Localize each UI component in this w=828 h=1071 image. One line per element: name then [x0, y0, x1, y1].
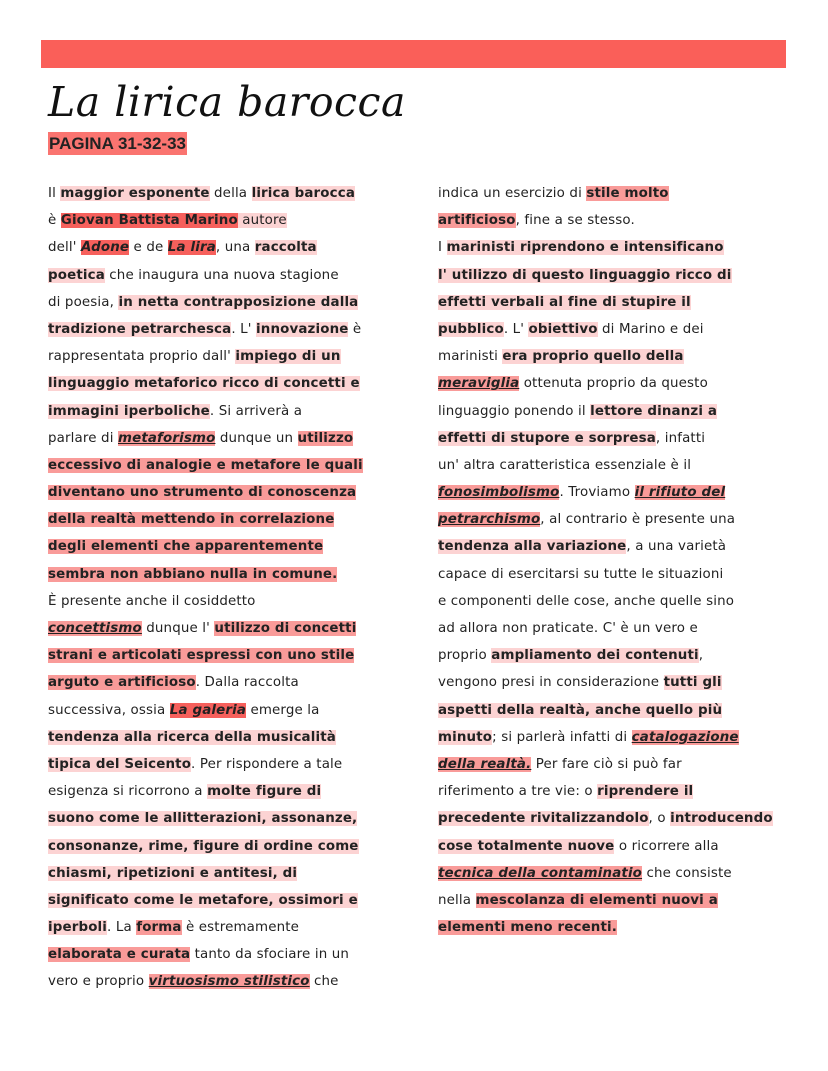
text-line [438, 398, 784, 425]
text-line [48, 234, 386, 261]
highlighted-text: consonanze, rime, figure di ordine come [48, 838, 359, 854]
text-line [438, 724, 784, 751]
text-line [48, 941, 386, 968]
highlighted-text: in netta contrapposizione dalla [118, 294, 359, 310]
text-segment: un' altra caratteristica essenziale è il [438, 457, 692, 473]
highlighted-text: era proprio quello della [502, 349, 684, 365]
highlighted-text: ampliamento dei contenuti [491, 648, 699, 664]
text-segment: vero e proprio [48, 974, 149, 990]
text-line [48, 968, 386, 995]
text-segment: Per fare ciò si può far [531, 756, 682, 772]
text-line [438, 697, 784, 724]
text-segment: di Marino e dei [597, 321, 704, 337]
text-segment: , infatti [655, 430, 706, 446]
text-line [48, 914, 386, 941]
text-segment: È presente anche il cosiddetto [48, 593, 256, 609]
text-segment: I [438, 240, 447, 256]
highlighted-text: iperboli [48, 920, 108, 936]
text-line [438, 207, 784, 234]
text-line [438, 479, 784, 506]
text-segment: vengono presi in considerazione [438, 675, 664, 691]
highlighted-text: poetica [48, 267, 105, 283]
text-line [438, 669, 784, 696]
text-line [48, 751, 386, 778]
highlighted-text: innovazione [256, 321, 349, 337]
highlighted-text: strani e articolati espressi con uno stile [48, 648, 355, 664]
text-line [438, 180, 784, 207]
highlighted-text: utilizzo di concetti [214, 621, 357, 636]
highlighted-text: metaforismo [117, 430, 216, 446]
text-segment: tanto da sfociare in un [190, 947, 350, 963]
highlighted-text: linguaggio metaforico ricco di concetti e [48, 376, 360, 392]
highlighted-text: tipica del Seicento [48, 756, 192, 772]
highlighted-text: meraviglia [438, 376, 520, 392]
text-line [438, 425, 784, 452]
text-segment: indica un esercizio di [438, 186, 587, 201]
text-line [438, 533, 784, 560]
page-subtitle: PAGINA 31-32-33 [49, 134, 186, 153]
highlighted-text: tecnica della contaminatio [438, 865, 643, 881]
highlighted-text: maggior esponente [60, 186, 210, 201]
highlighted-text: della realtà. [438, 756, 532, 772]
highlighted-text: significato come le metafore, ossimori e [48, 892, 358, 908]
highlighted-text: utilizzo [297, 430, 354, 446]
text-line [48, 343, 386, 370]
text-segment: è [348, 321, 362, 337]
highlighted-text: degli elementi che apparentemente [48, 539, 324, 555]
highlighted-text: introducendo [670, 811, 773, 827]
text-segment: ottenuta proprio da questo [519, 376, 708, 392]
text-line [438, 833, 784, 860]
text-line [438, 343, 784, 370]
highlighted-text: immagini iperboliche [48, 403, 210, 419]
text-line [48, 561, 386, 588]
highlighted-text: precedente rivitalizzandolo [438, 811, 649, 827]
highlighted-text: chiasmi, ripetizioni e antitesi, di [48, 865, 298, 881]
text-line [48, 588, 386, 615]
text-line [48, 833, 386, 860]
highlighted-text: forma [136, 920, 182, 936]
text-segment: e de [129, 240, 168, 256]
right-column [438, 180, 784, 941]
text-line [48, 615, 386, 642]
highlighted-text: eccessivo di analogie e metafore le quali [48, 457, 363, 473]
text-segment: riferimento a tre vie: o [438, 784, 598, 800]
highlighted-text: raccolta [254, 240, 317, 256]
highlighted-text: lirica barocca [251, 186, 356, 201]
text-line [438, 588, 784, 615]
text-segment: , una [215, 240, 255, 256]
highlighted-text: molte figure di [207, 784, 322, 800]
highlighted-text: il rifiuto del [634, 485, 726, 501]
text-line [48, 289, 386, 316]
text-segment: che inaugura una nuova stagione [104, 267, 339, 283]
text-segment: . L' [231, 321, 257, 337]
text-segment: . La [107, 920, 137, 936]
text-line [48, 860, 386, 887]
text-line [48, 697, 386, 724]
text-segment: , a una varietà [626, 539, 727, 555]
text-segment: nella [438, 892, 476, 908]
text-line [48, 506, 386, 533]
highlighted-text: elementi meno recenti. [438, 920, 618, 936]
text-line [438, 778, 784, 805]
text-segment: rappresentata proprio dall' [48, 349, 236, 365]
text-segment: , fine a se stesso. [515, 213, 635, 229]
highlighted-text: tendenza alla ricerca della musicalità [48, 729, 336, 745]
text-segment: . Si arriverà a [209, 403, 303, 419]
text-line [48, 669, 386, 696]
text-line [438, 452, 784, 479]
text-segment: dell' [48, 240, 82, 256]
text-segment: . Per rispondere a tale [191, 756, 343, 772]
text-line [48, 887, 386, 914]
text-line [438, 316, 784, 343]
text-segment: o ricorrere alla [614, 838, 719, 854]
header-banner [41, 40, 786, 68]
text-segment: dunque l' [141, 621, 215, 636]
text-segment: linguaggio ponendo il [438, 403, 591, 419]
highlighted-text: catalogazione [631, 729, 739, 745]
text-line [48, 805, 386, 832]
highlighted-text: minuto [438, 729, 493, 745]
text-segment: è [48, 213, 61, 229]
text-segment: emerge la [246, 702, 320, 718]
text-line [48, 316, 386, 343]
highlighted-text: La galeria [169, 702, 247, 718]
text-line [48, 479, 386, 506]
text-segment: . Troviamo [559, 485, 635, 501]
page-title: La lirica barocca [48, 78, 406, 126]
highlighted-text: Giovan Battista Marino [60, 213, 238, 229]
left-column [48, 180, 386, 996]
highlighted-text: artificioso [438, 213, 516, 229]
highlighted-text: aspetti della realtà, anche quello più [438, 702, 723, 718]
text-line [438, 751, 784, 778]
text-line [438, 506, 784, 533]
highlighted-text: riprendere il [597, 784, 694, 800]
text-line [48, 778, 386, 805]
highlighted-text: autore [237, 213, 287, 229]
highlighted-text: fonosimbolismo [438, 485, 560, 501]
text-line [438, 561, 784, 588]
text-segment: marinisti [438, 349, 503, 365]
text-segment: che [309, 974, 339, 990]
text-line [48, 207, 386, 234]
text-segment: , [698, 648, 704, 664]
text-line [438, 860, 784, 887]
text-segment: successiva, ossia [48, 702, 170, 718]
text-line [48, 642, 386, 669]
text-line [48, 370, 386, 397]
highlighted-text: effetti verbali al fine di stupire il [438, 294, 691, 310]
highlighted-text: effetti di stupore e sorpresa [438, 430, 656, 446]
highlighted-text: tradizione petrarchesca [48, 321, 232, 337]
text-segment: . Dalla raccolta [195, 675, 299, 691]
highlighted-text: stile molto [586, 186, 669, 201]
text-segment: parlare di [48, 430, 118, 446]
highlighted-text: tendenza alla variazione [438, 539, 627, 555]
highlighted-text: virtuosismo stilistico [148, 974, 310, 990]
highlighted-text: Adone [81, 240, 130, 256]
text-line [438, 289, 784, 316]
text-line [48, 398, 386, 425]
highlighted-text: arguto e artificioso [48, 675, 196, 691]
highlighted-text: della realtà mettendo in correlazione [48, 512, 335, 528]
text-line [438, 914, 784, 941]
text-line [48, 724, 386, 751]
text-line [438, 887, 784, 914]
text-line [438, 805, 784, 832]
text-segment: , o [648, 811, 671, 827]
text-segment: ; si parlerà infatti di [492, 729, 632, 745]
highlighted-text: tutti gli [663, 675, 722, 691]
text-segment: esigenza si ricorrono a [48, 784, 208, 800]
highlighted-text: l' utilizzo di questo linguaggio ricco di [438, 267, 732, 283]
highlighted-text: marinisti riprendono e intensificano [446, 240, 724, 256]
text-segment: capace di esercitarsi su tutte le situazioni [438, 566, 724, 582]
text-segment: è estremamente [181, 920, 300, 936]
highlighted-text: cose totalmente nuove [438, 838, 615, 854]
highlighted-text: petrarchismo [438, 512, 541, 528]
text-line [438, 642, 784, 669]
text-line [48, 533, 386, 560]
highlighted-text: obiettivo [528, 321, 598, 337]
text-segment: ad allora non praticate. C' è un vero e [438, 621, 698, 636]
text-segment: che consiste [642, 865, 732, 881]
text-line [48, 425, 386, 452]
text-segment: proprio [438, 648, 492, 664]
text-segment: di poesia, [48, 294, 119, 310]
highlighted-text: suono come le allitterazioni, assonanze, [48, 811, 358, 827]
text-line [438, 234, 784, 261]
text-segment: e componenti delle cose, anche quelle sino [438, 593, 735, 609]
text-segment: dunque un [215, 430, 298, 446]
text-line [48, 262, 386, 289]
text-line [48, 180, 386, 207]
text-segment: , al contrario è presente una [540, 512, 736, 528]
highlighted-text: pubblico [438, 321, 504, 337]
text-line [438, 262, 784, 289]
highlighted-text: impiego di un [235, 349, 341, 365]
text-segment: . L' [503, 321, 529, 337]
text-line [438, 615, 784, 642]
highlighted-text: lettore dinanzi a [590, 403, 718, 419]
text-segment: Il [48, 186, 61, 201]
text-line [48, 452, 386, 479]
highlighted-text: La lira [167, 240, 216, 256]
highlighted-text: diventano uno strumento di conoscenza [48, 485, 357, 501]
highlighted-text: concettismo [48, 621, 142, 636]
text-segment: della [209, 186, 252, 201]
highlighted-text: mescolanza di elementi nuovi a [475, 892, 718, 908]
highlighted-text: elaborata e curata [48, 947, 191, 963]
highlighted-text: sembra non abbiano nulla in comune. [48, 566, 338, 582]
text-line [438, 370, 784, 397]
